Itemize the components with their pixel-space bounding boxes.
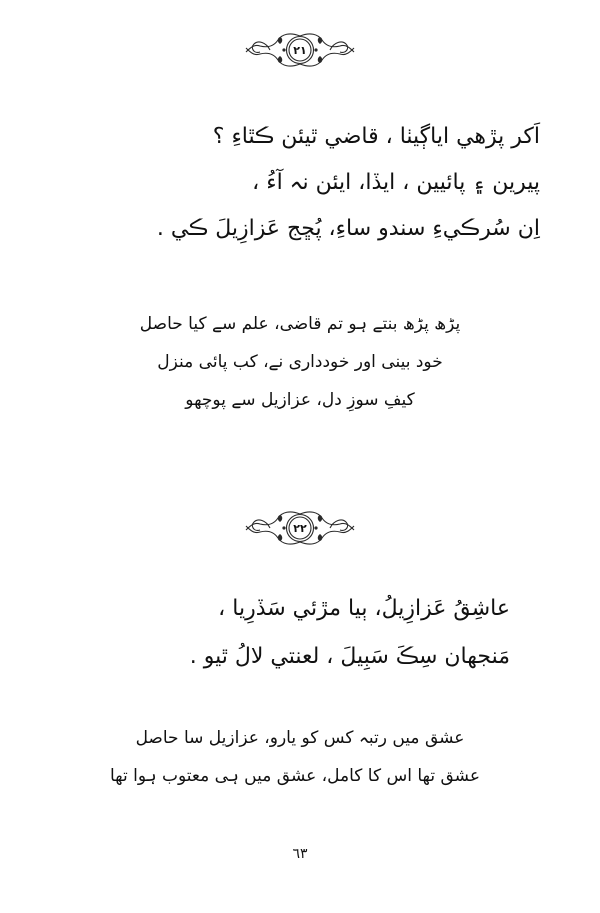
urdu-translation-2 bbox=[110, 728, 480, 806]
page-number: ٦٣ bbox=[292, 846, 308, 862]
urdu-translation-1 bbox=[120, 316, 480, 430]
translation-line: خود بینی اور خودداری نے، کب پائی منزل bbox=[157, 352, 443, 372]
verse-line: عاشِقُ عَزازِيلُ، ٻيا مڙئي سَڏرِيا ، bbox=[218, 596, 510, 621]
section-ornament-2 bbox=[240, 506, 360, 550]
verse-line: اَکر پڙهي اياڳيٺا ، قاضي ٿيئن ڪٿاءِ ؟ bbox=[212, 124, 540, 149]
ornament-number: ۲۱ bbox=[293, 44, 307, 57]
sindhi-verse-2 bbox=[90, 598, 510, 694]
sindhi-verse-1 bbox=[60, 126, 540, 264]
ornament-number: ۲۲ bbox=[293, 522, 307, 535]
flourish-ornament-icon bbox=[240, 506, 360, 550]
verse-line: اِن سُرڪيءِ سندو ساءِ، پُڇج عَزازِيلَ ڪي . bbox=[156, 216, 540, 241]
translation-line: کیفِ سوزِ دل، عزازیل سے پوچھو bbox=[185, 390, 415, 410]
translation-line: پڑھ پڑھ بنتے ہو تم قاضی، علم سے کیا حاصل bbox=[139, 314, 461, 334]
translation-line: عشق تھا اس کا کامل، عشق میں ہی معتوب ہوا تھا bbox=[110, 766, 480, 786]
section-ornament-1 bbox=[240, 28, 360, 72]
translation-line: عشق میں رتبہ کس کو یارو، عزازیل سا حاصل bbox=[135, 728, 465, 748]
verse-line: پيرين ۽ پائيين ، ايڏا، ايئن نہ آءُ ، bbox=[252, 170, 540, 195]
verse-line: مَنجهان سِڪَ سَبِيلَ ، لعنتي لالُ ٿيو . bbox=[189, 644, 510, 669]
flourish-ornament-icon bbox=[240, 28, 360, 72]
